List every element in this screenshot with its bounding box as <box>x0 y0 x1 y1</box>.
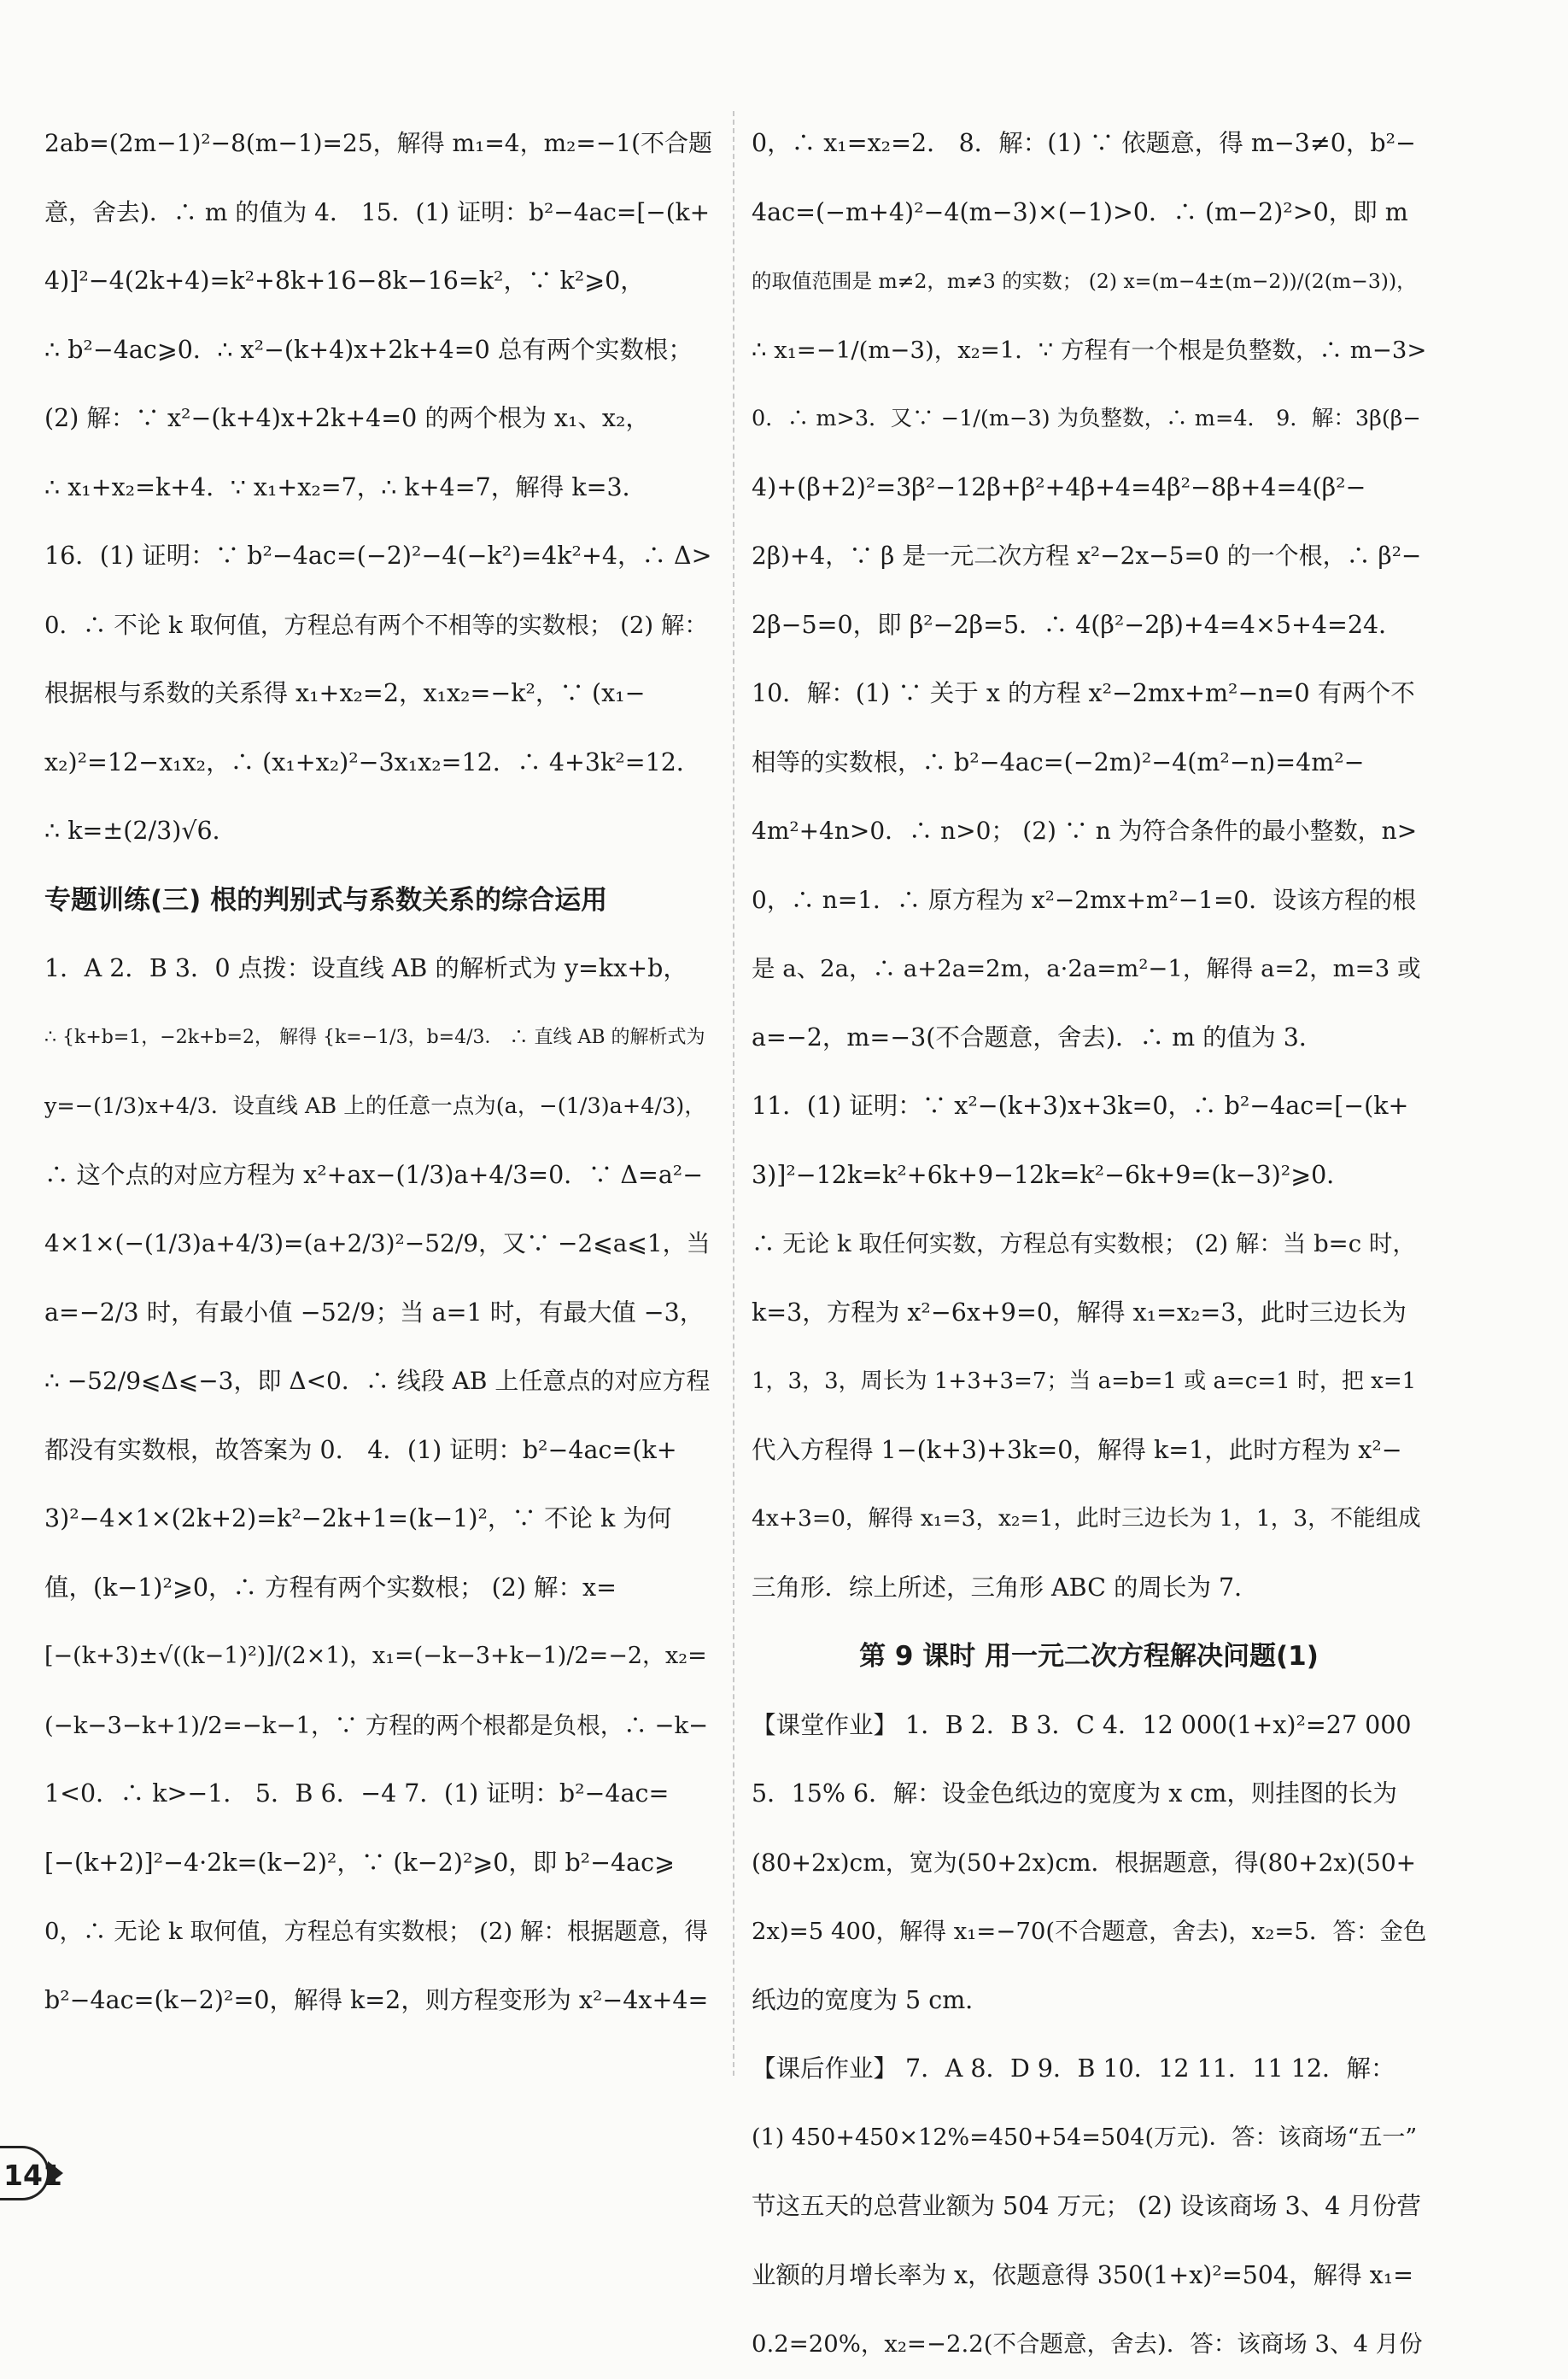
text-line: y=−(1/3)x+4/3．设直线 AB 上的任意一点为(a，−(1/3)a+4/3)， <box>44 1093 706 1119</box>
text-line: 节这五天的总营业额为 504 万元； (2) 设该商场 3、4 月份营 <box>752 2192 1421 2220</box>
text-line: 2x)=5 400，解得 x₁=−70(不合题意，舍去)，x₂=5．答：金色 <box>752 1918 1427 1945</box>
text-line: ∴ x₁+x₂=k+4．∵ x₁+x₂=7，∴ k+4=7，解得 k=3． <box>44 472 647 501</box>
text-line: 1．A 2．B 3．0 点拨：设直线 AB 的解析式为 y=kx+b， <box>44 954 687 982</box>
text-line: k=3，方程为 x²−6x+9=0，解得 x₁=x₂=3，此时三边长为 <box>752 1298 1407 1327</box>
text-line: 4x+3=0，解得 x₁=3，x₂=1，此时三边长为 1，1，3，不能组成 <box>752 1505 1421 1532</box>
text-line: 4m²+4n>0．∴ n>0； (2) ∵ n 为符合条件的最小整数，n> <box>752 817 1418 845</box>
text-line: (1) 450+450×12%=450+54=504(万元)．答：该商场“五一” <box>752 2124 1418 2151</box>
text-line: x₂)²=12−x₁x₂，∴ (x₁+x₂)²−3x₁x₂=12．∴ 4+3k²=12． <box>44 747 701 776</box>
text-line: a=−2/3 时，有最小值 −52/9；当 a=1 时，有最大值 −3， <box>44 1298 705 1327</box>
text-line: b²−4ac=(k−2)²=0，解得 k=2，则方程变形为 x²−4x+4= <box>44 1985 709 2014</box>
text-line: ∴ 无论 k 取任何实数，方程总有实数根； (2) 解：当 b=c 时， <box>752 1230 1416 1257</box>
text-line: ∴ x₁=−1/(m−3)，x₂=1．∵ 方程有一个根是负整数，∴ m−3> <box>752 336 1427 364</box>
text-line: 0，∴ x₁=x₂=2． 8．解：(1) ∵ 依题意，得 m−3≠0，b²− <box>752 129 1416 157</box>
page-badge-arrow-icon <box>48 2161 63 2185</box>
text-line: 值，(k−1)²⩾0，∴ 方程有两个实数根； (2) 解：x= <box>44 1573 617 1602</box>
text-line: 4ac=(−m+4)²−4(m−3)×(−1)>0．∴ (m−2)²>0，即 m <box>752 197 1408 226</box>
text-line: 是 a、2a，∴ a+2a=2m，a·2a=m²−1，解得 a=2，m=3 或 <box>752 955 1421 982</box>
text-line: a=−2，m=−3(不合题意，舍去)．∴ m 的值为 3． <box>752 1023 1324 1052</box>
text-line: 意，舍去)．∴ m 的值为 4． 15．(1) 证明：b²−4ac=[−(k+ <box>44 197 711 226</box>
text-line: 代入方程得 1−(k+3)+3k=0，解得 k=1，此时方程为 x²− <box>752 1435 1402 1464</box>
text-line: 根据根与系数的关系得 x₁+x₂=2，x₁x₂=−k²，∵ (x₁− <box>44 679 646 707</box>
text-line: 3)]²−12k=k²+6k+9−12k=k²−6k+9=(k−3)²⩾0． <box>752 1160 1351 1189</box>
text-line: 11．(1) 证明：∵ x²−(k+3)x+3k=0，∴ b²−4ac=[−(k+ <box>752 1092 1409 1120</box>
page-number-badge: 141 <box>0 2146 50 2200</box>
text-line: 业额的月增长率为 x，依题意得 350(1+x)²=504，解得 x₁= <box>752 2260 1414 2289</box>
text-line: 三角形．综上所述，三角形 ABC 的周长为 7． <box>752 1573 1259 1602</box>
text-line: 16．(1) 证明：∵ b²−4ac=(−2)²−4(−k²)=4k²+4，∴ Δ> <box>44 542 712 570</box>
text-line: 4)]²−4(2k+4)=k²+8k+16−8k−16=k²，∵ k²⩾0， <box>44 267 645 295</box>
text-line: ∴ k=±(2/3)√6． <box>44 817 237 845</box>
text-line: 2ab=(2m−1)²−8(m−1)=25，解得 m₁=4，m₂=−1(不合题 <box>44 129 713 157</box>
text-line: [−(k+2)]²−4·2k=(k−2)²，∵ (k−2)²⩾0，即 b²−4ac⩾ <box>44 1848 675 1877</box>
text-line: 4)+(β+2)²=3β²−12β+β²+4β+4=4β²−8β+4=4(β²− <box>752 472 1366 501</box>
lesson-heading: 第 9 课时 用一元二次方程解决问题(1) <box>859 1641 1319 1672</box>
text-line: (2) 解：∵ x²−(k+4)x+2k+4=0 的两个根为 x₁、x₂， <box>44 404 650 432</box>
column-divider <box>733 111 736 2076</box>
text-line: ∴ {k+b=1，−2k+b=2， 解得 {k=−1/3，b=4/3． ∴ 直线 AB 的解析式为 <box>44 1026 705 1048</box>
text-line: 纸边的宽度为 5 cm． <box>752 1985 990 2014</box>
text-line: 都没有实数根，故答案为 0． 4．(1) 证明：b²−4ac=(k+ <box>44 1435 677 1464</box>
text-line: ∴ 这个点的对应方程为 x²+ax−(1/3)a+4/3=0．∵ Δ=a²− <box>44 1160 704 1189</box>
text-line: 4×1×(−(1/3)a+4/3)=(a+2/3)²−52/9，又∵ −2⩽a⩽1，当 <box>44 1229 711 1257</box>
text-line: 【课堂作业】 1．B 2．B 3．C 4．12 000(1+x)²=27 000 <box>752 1710 1412 1739</box>
right-column <box>752 109 1427 2358</box>
text-line: 3)²−4×1×(2k+2)=k²−2k+1=(k−1)²，∵ 不论 k 为何 <box>44 1504 672 1532</box>
text-line: 0，∴ 无论 k 取何值，方程总有实数根； (2) 解：根据题意，得 <box>44 1918 708 1945</box>
text-line: (−k−3−k+1)/2=−k−1，∵ 方程的两个根都是负根，∴ −k− <box>44 1711 709 1739</box>
text-line: 1<0．∴ k>−1． 5．B 6．−4 7．(1) 证明：b²−4ac= <box>44 1779 670 1808</box>
text-line: 相等的实数根，∴ b²−4ac=(−2m)²−4(m²−n)=4m²− <box>752 747 1365 776</box>
text-line: ∴ −52/9⩽Δ⩽−3，即 Δ<0．∴ 线段 AB 上任意点的对应方程 <box>44 1367 711 1395</box>
text-line: 2β)+4，∵ β 是一元二次方程 x²−2x−5=0 的一个根，∴ β²− <box>752 542 1422 570</box>
text-line: 0．∴ m>3．又∵ −1/(m−3) 为负整数，∴ m=4． 9．解：3β(β− <box>752 406 1421 431</box>
section-heading: 专题训练(三) 根的判别式与系数关系的综合运用 <box>44 884 608 916</box>
left-column <box>44 109 716 2108</box>
text-line: 10．解：(1) ∵ 关于 x 的方程 x²−2mx+m²−n=0 有两个不 <box>752 679 1415 707</box>
text-line: 0，∴ n=1．∴ 原方程为 x²−2mx+m²−1=0．设该方程的根 <box>752 885 1417 914</box>
text-line: 5．15% 6．解：设金色纸边的宽度为 x cm，则挂图的长为 <box>752 1779 1397 1808</box>
text-line: ∴ b²−4ac⩾0．∴ x²−(k+4)x+2k+4=0 总有两个实数根； <box>44 335 693 364</box>
text-line: 2β−5=0，即 β²−2β=5．∴ 4(β²−2β)+4=4×5+4=24． <box>752 610 1403 639</box>
text-line: 的取值范围是 m≠2，m≠3 的实数； (2) x=(m−4±(m−2))/(2(m−3))， <box>752 269 1417 293</box>
text-line: 1，3，3，周长为 1+3+3=7；当 a=b=1 或 a=c=1 时，把 x=1 <box>752 1368 1417 1394</box>
text-line: [−(k+3)±√((k−1)²)]/(2×1)，x₁=(−k−3+k−1)/2=−2，x₂= <box>44 1643 707 1669</box>
text-line: 0．∴ 不论 k 取何值，方程总有两个不相等的实数根； (2) 解： <box>44 611 708 639</box>
text-line: 0.2=20%，x₂=−2.2(不合题意，舍去)．答：该商场 3、4 月份 <box>752 2330 1423 2358</box>
text-line: 【课后作业】 7．A 8．D 9．B 10．12 11．11 12．解： <box>752 2054 1395 2083</box>
text-line: (80+2x)cm，宽为(50+2x)cm．根据题意，得(80+2x)(50+ <box>752 1848 1417 1877</box>
